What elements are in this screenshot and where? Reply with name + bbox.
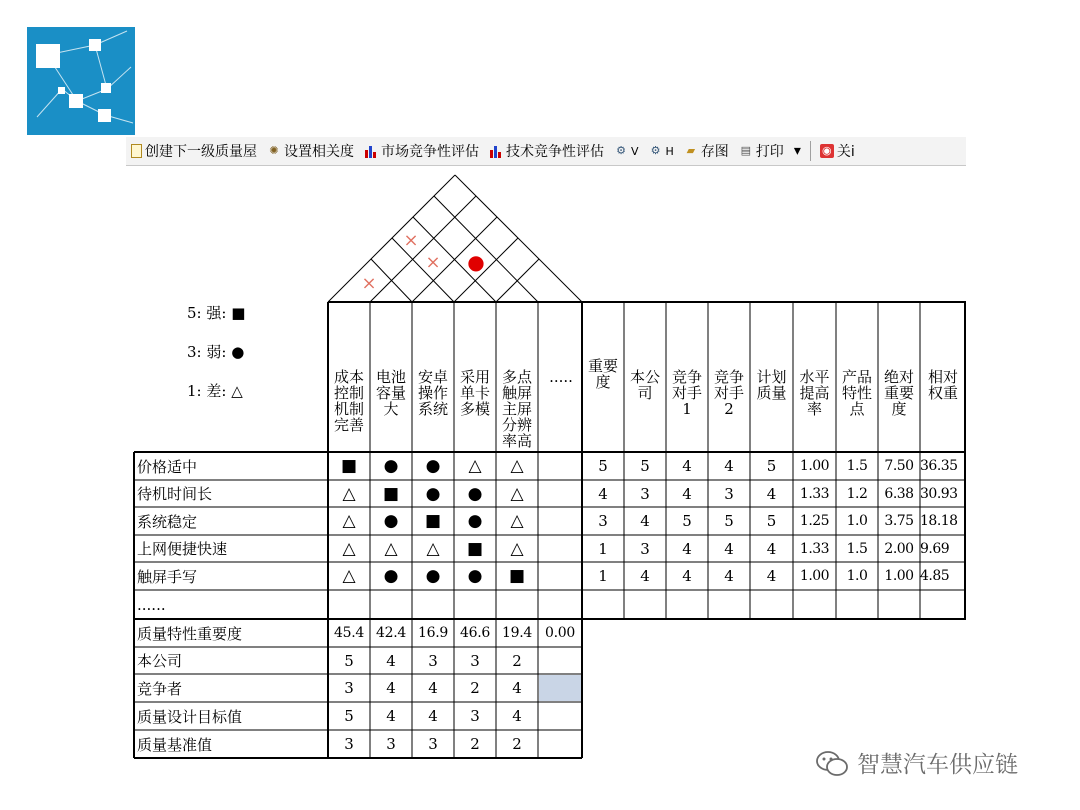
evaluation-cell[interactable] (920, 590, 965, 619)
roof-mark: × (361, 273, 377, 293)
create-sublevel-button[interactable]: 创建下一级质量屋 (126, 139, 262, 163)
relation-cell[interactable] (370, 590, 412, 619)
relation-cell[interactable] (412, 590, 454, 619)
evaluation-cell[interactable]: 1.0 (846, 513, 868, 529)
print-button[interactable]: ▤ 打印 (740, 144, 784, 160)
evaluation-cell[interactable]: 6.38 (884, 485, 914, 502)
evaluation-cell[interactable]: 5 (598, 457, 608, 475)
print-dropdown-button[interactable] (789, 139, 806, 163)
dropdown-icon: ▾ (793, 143, 801, 159)
evaluation-cell[interactable]: 4 (766, 484, 777, 503)
evaluation-cell[interactable]: 4 (640, 567, 650, 585)
evaluation-cell[interactable]: 5 (766, 457, 777, 475)
relation-cell[interactable] (538, 535, 582, 562)
technical-value-cell[interactable]: 45.4 (334, 625, 364, 641)
evaluation-cell[interactable]: 1.5 (846, 540, 868, 557)
technical-row-label: 质量基准值 (137, 735, 213, 754)
technical-row-label: 质量特性重要度 (137, 624, 243, 643)
evaluation-cell[interactable]: 9.69 (920, 540, 950, 557)
evaluation-cell[interactable] (793, 590, 836, 619)
relation-cell[interactable]: ■ (382, 483, 400, 504)
wechat-icon (815, 749, 849, 777)
gear-icon: ✺ (269, 144, 279, 157)
eval-header: 本公司 (629, 369, 660, 402)
technical-value-cell[interactable]: 4 (428, 707, 438, 725)
technical-value-cell[interactable]: 3 (470, 651, 480, 670)
technical-value-cell[interactable]: 0.00 (545, 625, 575, 641)
technical-value-cell[interactable]: 42.4 (376, 625, 406, 641)
tech-header: 电池容量大 (375, 369, 406, 418)
document-icon (131, 144, 142, 158)
evaluation-cell[interactable]: 36.35 (920, 458, 958, 474)
evaluation-cell[interactable]: 5 (766, 512, 777, 530)
evaluation-cell[interactable] (836, 590, 878, 619)
tech-evaluation-button[interactable]: 技术竞争性评估 (484, 139, 609, 163)
roof-mark: × (403, 230, 419, 250)
close-button[interactable]: ◉ 关i (815, 139, 860, 163)
relation-cell[interactable] (454, 590, 496, 619)
tech-header: 多点触屏主屏分辨率高 (501, 369, 532, 450)
legend-poor-symbol: △ (231, 382, 243, 400)
requirement-label: 价格适中 (137, 457, 198, 476)
legend-weak: 3: 弱: ● (187, 343, 245, 361)
evaluation-cell[interactable]: 4 (598, 484, 608, 503)
technical-value-cell[interactable]: 4 (512, 707, 522, 725)
evaluation-cell[interactable]: 4 (640, 512, 650, 530)
evaluation-cell[interactable]: 3 (598, 512, 608, 530)
relation-cell[interactable] (496, 590, 538, 619)
technical-row-label: 竞争者 (137, 679, 183, 698)
requirement-label: 待机时间长 (137, 485, 213, 503)
evaluation-cell[interactable]: 1.00 (884, 568, 914, 584)
relation-cell[interactable]: ● (425, 566, 441, 586)
evaluation-cell[interactable]: 1.33 (799, 485, 830, 502)
export-v-button[interactable]: ⚙ V (609, 139, 644, 163)
bar-chart-icon (489, 144, 503, 158)
legend-poor: 1: 差: △ (187, 382, 243, 400)
evaluation-cell[interactable]: 1.25 (799, 513, 830, 529)
evaluation-cell[interactable]: 18.18 (920, 513, 958, 529)
relation-cell[interactable]: △ (510, 456, 524, 476)
evaluation-cell[interactable]: 4 (682, 457, 692, 475)
evaluation-cell[interactable]: 3 (640, 539, 650, 558)
relation-cell[interactable]: △ (510, 483, 524, 504)
relation-cell[interactable]: △ (510, 511, 524, 531)
evaluation-cell[interactable]: 5 (640, 457, 650, 475)
evaluation-cell[interactable]: 4 (724, 539, 734, 558)
evaluation-cell[interactable] (750, 590, 793, 619)
relation-cell[interactable] (538, 590, 582, 619)
evaluation-cell[interactable]: 1.2 (846, 485, 868, 502)
relation-cell[interactable]: ■ (466, 538, 484, 559)
technical-value-cell[interactable] (538, 674, 582, 702)
relation-cell[interactable]: △ (342, 511, 356, 531)
eval-header: 竞争对手2 (713, 369, 744, 418)
save-image-icon: ▰ (686, 144, 696, 157)
tech-header: 安卓操作系统 (417, 369, 448, 418)
technical-value-cell[interactable]: 2 (512, 735, 522, 753)
evaluation-cell[interactable]: 1.00 (799, 568, 830, 584)
evaluation-cell[interactable]: 1.33 (799, 540, 830, 557)
evaluation-cell[interactable]: 4.85 (920, 568, 950, 584)
technical-value-cell[interactable]: 3 (344, 679, 354, 697)
evaluation-cell[interactable]: 1.00 (799, 458, 830, 474)
eval-header: 绝对重要度 (883, 369, 914, 418)
evaluation-cell[interactable]: 4 (724, 457, 734, 475)
technical-value-cell[interactable]: 46.6 (460, 625, 490, 641)
tech-header: 成本控制机制完善 (333, 369, 364, 434)
eval-header: 竞争对手1 (671, 369, 702, 418)
relation-cell[interactable] (538, 562, 582, 590)
relation-cell[interactable]: ● (425, 483, 441, 504)
evaluation-cell[interactable]: 3.75 (884, 513, 914, 529)
relation-cell[interactable]: △ (342, 483, 356, 504)
evaluation-cell[interactable]: 4 (766, 567, 777, 585)
evaluation-cell[interactable]: 3 (724, 484, 734, 503)
toolbar (126, 137, 966, 166)
relation-cell[interactable]: ● (383, 566, 399, 586)
technical-value-cell[interactable]: 5 (344, 651, 354, 670)
evaluation-cell[interactable]: 30.93 (920, 485, 958, 502)
evaluation-cell[interactable]: 1 (598, 567, 608, 585)
relation-cell[interactable]: ● (383, 511, 399, 531)
evaluation-cell[interactable]: 2.00 (884, 540, 914, 557)
evaluation-cell[interactable]: 1 (598, 539, 608, 558)
export-h-button[interactable]: ⚙ H (644, 139, 679, 163)
technical-value-cell[interactable]: 3 (470, 707, 480, 725)
evaluation-cell[interactable]: 5 (724, 512, 734, 530)
watermark: 智慧汽车供应链 (815, 746, 1018, 779)
technical-value-cell[interactable]: 3 (386, 735, 396, 753)
requirement-label: ...... (137, 595, 166, 614)
save-image-button[interactable]: ▰ 存图 (679, 139, 734, 163)
evaluation-cell[interactable] (582, 590, 624, 619)
bar-chart-icon (364, 144, 378, 158)
technical-value-cell[interactable]: 2 (470, 735, 480, 753)
relation-cell[interactable]: △ (384, 538, 398, 559)
evaluation-cell[interactable]: 4 (682, 539, 692, 558)
evaluation-cell[interactable]: 4 (682, 567, 692, 585)
technical-value-cell[interactable]: 3 (428, 735, 438, 753)
technical-value-cell[interactable]: 4 (386, 707, 396, 725)
evaluation-cell[interactable]: 7.50 (884, 458, 914, 474)
relation-cell[interactable]: △ (510, 538, 524, 559)
relation-cell[interactable]: △ (342, 538, 356, 559)
relation-cell[interactable]: ● (425, 456, 441, 476)
evaluation-cell[interactable] (624, 590, 666, 619)
eval-header: 产品特性点 (841, 369, 872, 418)
technical-value-cell[interactable]: 2 (512, 651, 522, 670)
relation-cell[interactable]: ● (383, 456, 399, 476)
brand-logo (27, 27, 135, 135)
toolbar-divider (810, 141, 811, 161)
close-icon: ◉ (820, 144, 834, 158)
technical-value-cell[interactable]: 4 (386, 651, 396, 670)
technical-value-cell[interactable]: 16.9 (418, 625, 448, 641)
printer-icon: ▤ (740, 144, 752, 157)
requirement-label: 触屏手写 (137, 567, 198, 586)
evaluation-cell[interactable]: 5 (682, 512, 692, 530)
relation-cell[interactable] (538, 507, 582, 535)
tech-header: 采用单卡多模 (459, 369, 490, 418)
relation-cell[interactable]: ● (467, 511, 483, 531)
export-v-icon: ⚙ (616, 144, 626, 157)
relation-cell[interactable]: ● (467, 483, 483, 504)
roof-mark: × (425, 252, 441, 272)
evaluation-cell[interactable] (878, 590, 920, 619)
evaluation-cell[interactable] (708, 590, 750, 619)
technical-value-cell[interactable]: 4 (386, 679, 396, 697)
technical-value-cell[interactable]: 4 (428, 679, 438, 697)
evaluation-cell[interactable]: 4 (766, 539, 777, 558)
technical-value-cell[interactable]: 3 (428, 651, 438, 670)
eval-header: 重要度 (587, 358, 618, 391)
evaluation-cell[interactable]: 1.5 (846, 458, 868, 474)
set-correlation-button[interactable]: ✺ 设置相关度 (262, 139, 359, 163)
technical-value-cell[interactable]: 4 (512, 679, 522, 697)
relation-cell[interactable]: ■ (424, 511, 442, 531)
technical-row-label: 质量设计目标值 (137, 707, 243, 726)
evaluation-cell[interactable]: 1.0 (846, 568, 868, 584)
technical-row-label: 本公司 (137, 652, 183, 670)
roof-mark: ● (467, 251, 485, 273)
technical-value-cell[interactable] (538, 647, 582, 674)
evaluation-cell[interactable]: 3 (640, 484, 650, 503)
technical-value-cell[interactable] (538, 730, 582, 758)
legend-strong-symbol: ■ (231, 304, 246, 322)
eval-header: 相对权重 (927, 369, 958, 402)
relation-cell[interactable]: ■ (340, 456, 358, 476)
evaluation-cell[interactable]: 4 (724, 567, 734, 585)
eval-header: 水平提高率 (799, 369, 830, 418)
technical-value-cell[interactable] (538, 702, 582, 730)
requirement-label: 系统稳定 (137, 512, 198, 531)
tech-header: ..... (549, 369, 573, 386)
relation-cell[interactable] (538, 452, 582, 480)
relation-cell[interactable]: ■ (508, 566, 526, 586)
market-evaluation-button[interactable]: 市场竞争性评估 (359, 139, 484, 163)
relation-cell[interactable]: △ (426, 538, 440, 559)
technical-value-cell[interactable]: 19.4 (502, 625, 532, 641)
relation-cell[interactable]: △ (468, 456, 482, 476)
technical-value-cell[interactable]: 3 (344, 735, 354, 753)
legend-strong: 5: 强: ■ (187, 304, 246, 322)
relation-cell[interactable]: △ (342, 566, 356, 586)
legend-weak-symbol: ● (231, 343, 245, 361)
technical-value-cell[interactable]: 2 (470, 679, 480, 697)
technical-value-cell[interactable]: 5 (344, 707, 354, 725)
relation-cell[interactable] (328, 590, 370, 619)
export-h-icon: ⚙ (650, 144, 661, 157)
evaluation-cell[interactable]: 4 (682, 484, 692, 503)
evaluation-cell[interactable] (666, 590, 708, 619)
requirement-label: 上网便捷快速 (137, 540, 228, 558)
relation-cell[interactable] (538, 480, 582, 507)
relation-cell[interactable]: ● (467, 566, 483, 586)
eval-header: 计划质量 (756, 369, 787, 402)
